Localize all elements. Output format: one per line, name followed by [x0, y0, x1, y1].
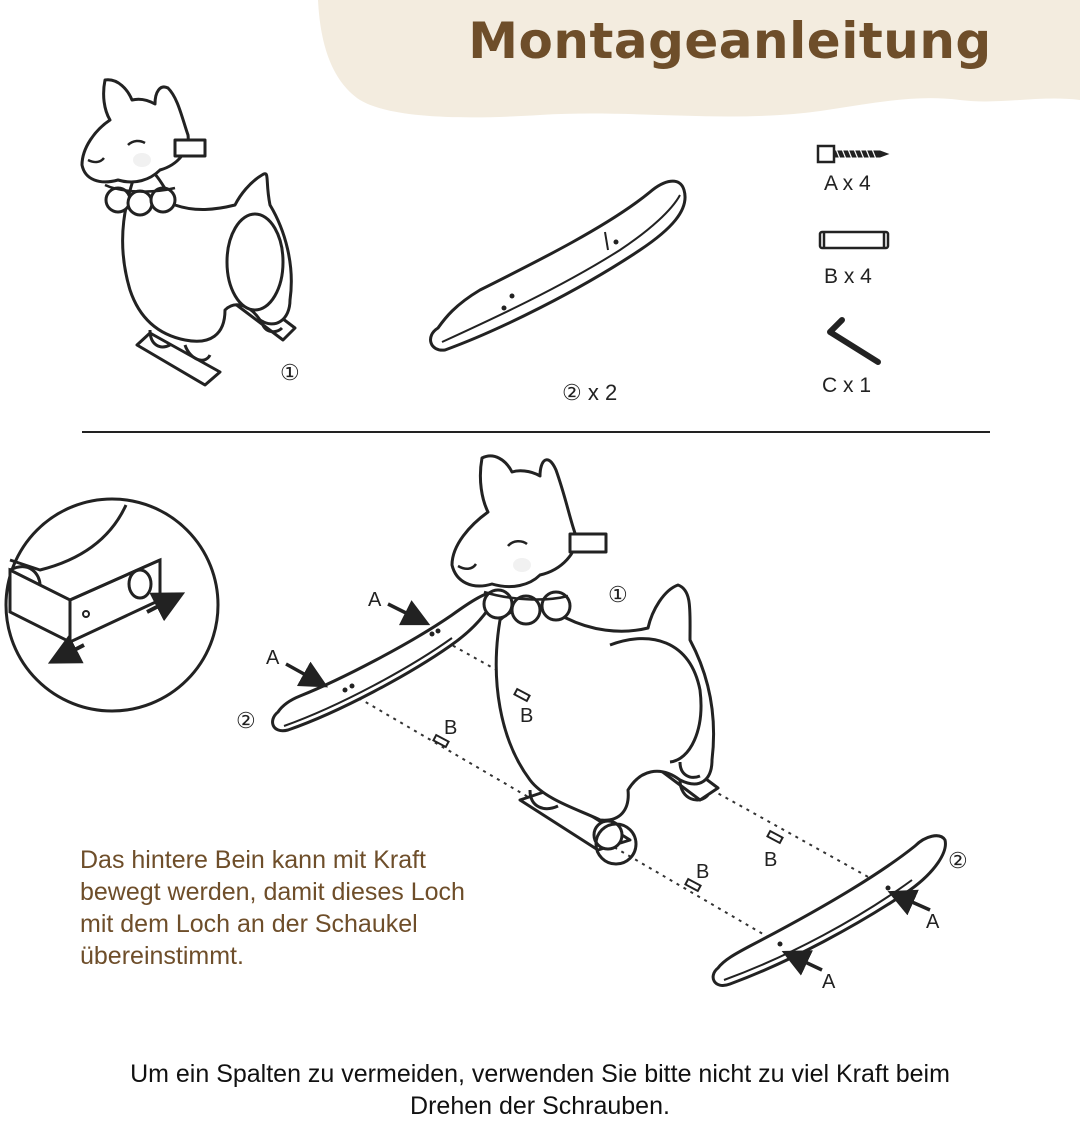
note-line: mit dem Loch an der Schaukel	[80, 910, 418, 938]
part2-rocker-drawing	[431, 181, 686, 350]
footer-line: Drehen der Schrauben.	[410, 1092, 670, 1120]
allen-key-quantity-label: C x 1	[822, 374, 872, 397]
footer-line: Um ein Spalten zu vermeiden, verwenden Sie bitte nicht zu viel Kraft beim	[130, 1060, 950, 1088]
detail-zoom-circle	[6, 499, 218, 711]
right-rocker-number-label: ②	[948, 848, 968, 873]
part1-number-label: ①	[280, 360, 300, 385]
part2-quantity-label: ② x 2	[562, 380, 618, 405]
page-title: Montageanleitung	[468, 12, 992, 70]
screw-icon	[818, 146, 888, 162]
llama-number-label: ①	[608, 582, 628, 607]
screw-letter-a-2: A	[266, 647, 280, 669]
dowel-quantity-label: B x 4	[824, 265, 872, 288]
note-line: übereinstimmt.	[80, 942, 244, 970]
dowel-letter-b-4: B	[764, 849, 778, 871]
screw-letter-a-3: A	[926, 911, 940, 933]
screw-letter-a-1: A	[368, 589, 382, 611]
left-rocker-number-label: ②	[236, 708, 256, 733]
right-rocker-drawing	[713, 836, 945, 986]
dowel-letter-b-3: B	[696, 861, 710, 883]
note-line: bewegt werden, damit dieses Loch	[80, 878, 465, 906]
dowel-icon	[820, 232, 888, 248]
note-line: Das hintere Bein kann mit Kraft	[80, 846, 426, 874]
left-rocker-drawing	[273, 592, 498, 731]
screw-quantity-label: A x 4	[824, 172, 871, 195]
assembly-llama-drawing	[452, 456, 718, 850]
allen-key-icon	[830, 320, 878, 362]
dowel-letter-b-2: B	[520, 705, 534, 727]
dowel-letter-b-1: B	[444, 717, 458, 739]
screw-warning-footer	[0, 1058, 1080, 1122]
leg-adjust-note	[80, 844, 550, 972]
part1-llama-drawing	[82, 80, 295, 385]
screw-letter-a-4: A	[822, 971, 836, 993]
